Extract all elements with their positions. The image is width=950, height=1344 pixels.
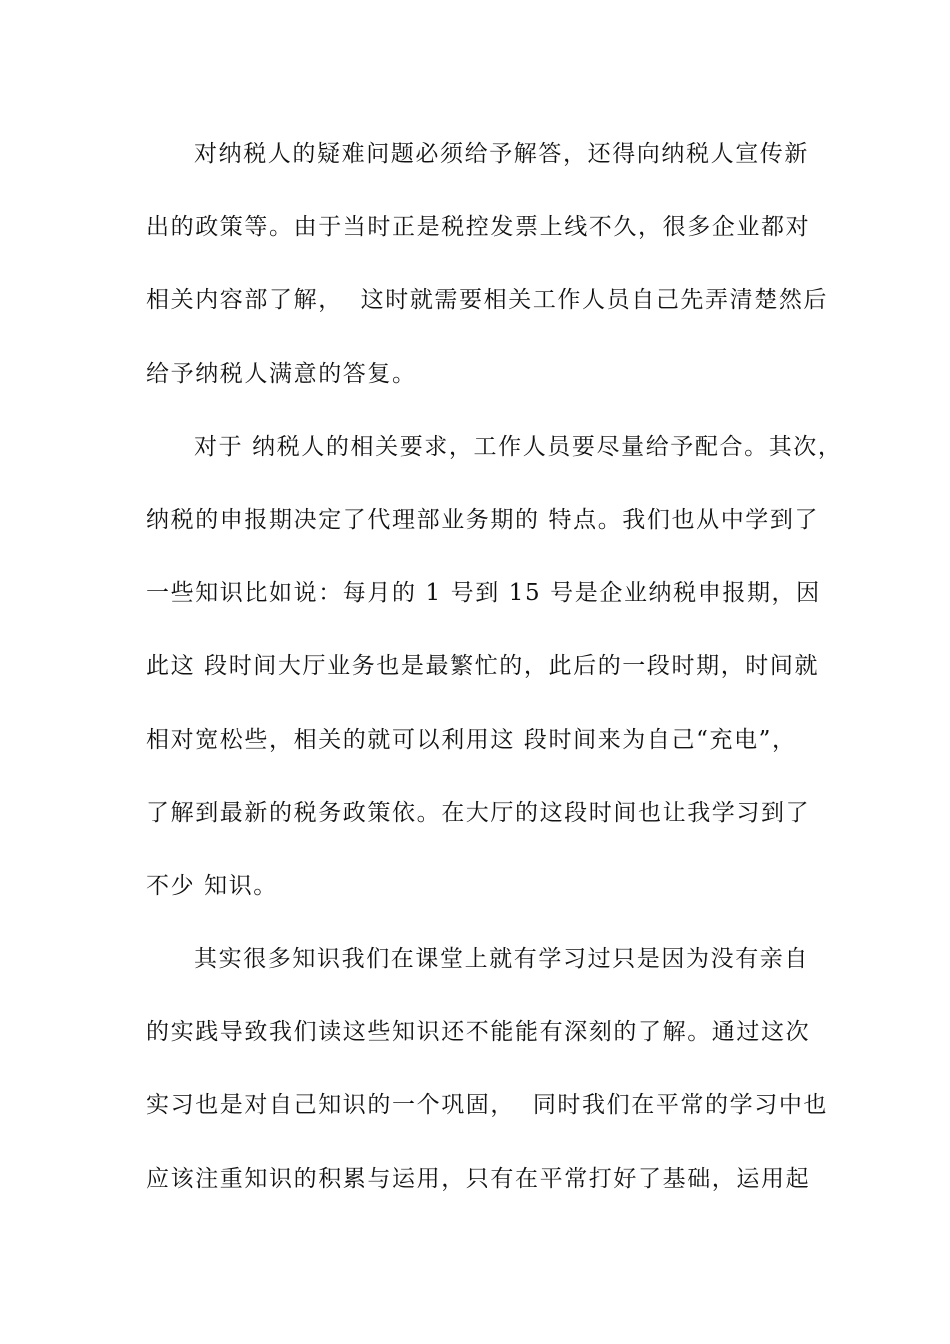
- body-text: [146, 131, 843, 1229]
- paragraph-line: 应该注重知识的积累与运用，只有在平常打好了基础，运用起: [146, 1165, 811, 1192]
- paragraph-line: 的实践导致我们读这些知识还不能能有深刻的了解。通过这次: [146, 1019, 811, 1046]
- paragraph-line: 对于 纳税人的相关要求，工作人员要尽量给予配合。其次，: [194, 433, 843, 460]
- paragraph-line: 实习也是对自己知识的一个巩固， 同时我们在平常的学习中也: [146, 1092, 829, 1119]
- paragraph-line: 出的政策等。由于当时正是税控发票上线不久，很多企业都对: [146, 214, 811, 241]
- paragraph-line: 一些知识比如说：每月的 1 号到 15 号是企业纳税申报期，因: [146, 580, 821, 607]
- paragraph-line: 其实很多知识我们在课堂上就有学习过只是因为没有亲自: [194, 946, 809, 973]
- paragraph-line: 纳税的申报期决定了代理部业务期的 特点。我们也从中学到了: [146, 506, 820, 533]
- paragraph-line: 对纳税人的疑难问题必须给予解答，还得向纳税人宣传新: [194, 141, 809, 167]
- paragraph-line: 相关内容部了解， 这时就需要相关工作人员自己先弄清楚然后: [146, 287, 829, 314]
- paragraph-line: 此这 段时间大厅业务也是最繁忙的，此后的一段时期，时间就: [146, 653, 820, 680]
- paragraph-line: 给予纳税人满意的答复。: [146, 360, 417, 387]
- paragraph-line: 了解到最新的税务政策依。在大厅的这段时间也让我学习到了: [146, 799, 811, 826]
- paragraph-line: 不少 知识。: [146, 872, 278, 899]
- paragraph-line: 相对宽松些，相关的就可以利用这 段时间来为自己“充电”，: [146, 726, 797, 753]
